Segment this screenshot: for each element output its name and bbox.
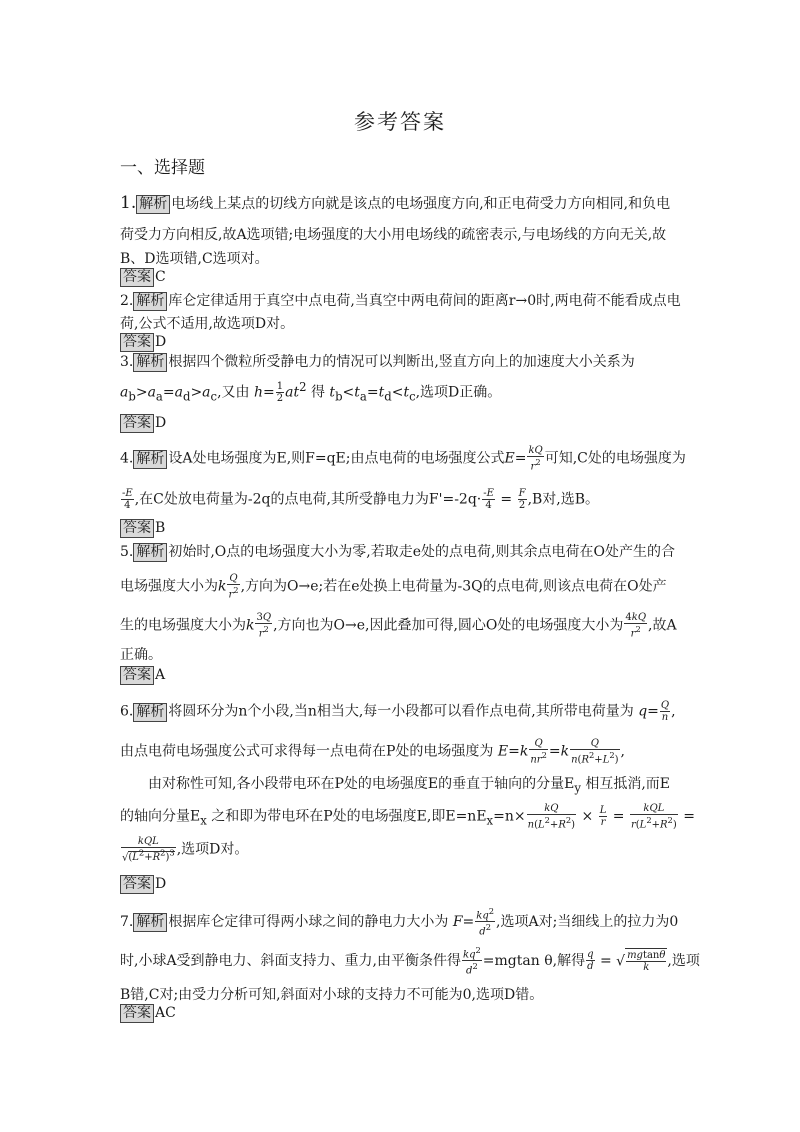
analysis-tag: 解析 [133, 543, 167, 562]
q4-line2: $\frac{-E}{4}$ ,在C处放电荷量为-2q的点电荷,其所受静电力为F'=-2q· $\frac{-E}{4}$ = $\frac{F}{2}$ ,B对,选B。 [122, 488, 600, 511]
q7-line3: B错,C对;由受力分析可知,斜面对小球的支持力不可能为0,选项D错。 [120, 987, 544, 1003]
fraction: $\frac{kq^2}{d^2}$ [463, 945, 481, 977]
fraction: $\frac{kQ}{n(L^2+R^2)}$ [527, 803, 576, 831]
fraction: $\frac{Q}{nr^2}$ [530, 738, 547, 766]
q1-line3: B、D选项错,C选项对。 [120, 251, 269, 267]
fraction: $\frac{4kQ}{r^2}$ [625, 612, 647, 640]
q7-line2: 时,小球A受到静电力、斜面支持力、重力,由平衡条件得 $\frac{kq^2}{d^2}$ =mgtan θ,解得 $\frac{q}{d}$ = √ $\frac{mgtan\theta}{k}$ ,选项 [120, 945, 700, 977]
q2-answer: 答案 D [120, 333, 166, 352]
fraction: $\frac{L}{r}$ [599, 805, 607, 829]
fraction: $\frac{Q}{r^2}$ [228, 573, 239, 601]
q2-line1: 2. 解析 库仑定律适用于真空中点电荷,当真空中两电荷间的距离r→0时,两电荷不能看成点电 [120, 293, 681, 309]
analysis-tag: 解析 [136, 195, 170, 214]
answer-tag: 答案 [120, 875, 154, 894]
analysis-tag: 解析 [133, 292, 167, 311]
fraction: $\frac{F}{2}$ [518, 488, 526, 511]
analysis-tag: 解析 [133, 353, 167, 372]
fraction: $\frac{1}{2}$ [276, 381, 284, 405]
fraction: $\frac{Q}{n(R^2+L^2)}$ [571, 738, 619, 766]
answer-tag: 答案 [120, 268, 154, 287]
q7-line1: 7. 解析 根据库仑定律可得两小球之间的静电力大小为 F= $\frac{kq^2}{d^2}$ ,选项A对;当细线上的拉力为0 [120, 906, 679, 938]
q1-number: 1. [120, 193, 137, 213]
q3-line1: 3. 解析 根据四个微粒所受静电力的情况可以判断出,竖直方向上的加速度大小关系为 [120, 354, 635, 370]
answer-tag: 答案 [120, 666, 154, 685]
fraction: $\frac{3Q}{r^2}$ [256, 612, 272, 640]
fraction: $\frac{\text{kQL}}{√(L^2+R^2)^3}$ [122, 836, 175, 864]
q5-line3: 生的电场强度大小为k $\frac{3Q}{r^2}$ ,方向也为O→e,因此叠加可得,圆心O处的电场强度大小为 $\frac{4kQ}{r^2}$ ,故A [120, 612, 677, 640]
q4-line1: 4. 解析 设A处电场强度为E,则F=qE;由点电荷的电场强度公式E= $\frac{kQ}{r^2}$ 可知,C处的电场强度为 [120, 445, 686, 473]
q4-answer: 答案 B [120, 519, 165, 538]
fraction: $\frac{\text{kQL}}{r(L^2+R^2)}$ [630, 803, 677, 831]
q6-line5: $\frac{\text{kQL}}{√(L^2+R^2)^3}$ ,选项D对。 [122, 836, 249, 864]
q3-line2: $a_b>a_a=a_d>a_c$,又由 h= $\frac{1}{2}$ $at^2$ 得 $t_b<t_a=t_d<t_c$,选项D正确。 [120, 380, 502, 405]
answer-tag: 答案 [120, 333, 154, 352]
fraction: $\frac{-E}{4}$ [122, 488, 133, 511]
answer-tag: 答案 [120, 1004, 154, 1023]
q6-line2: 由点电荷电场强度公式可求得每一点电荷在P处的电场强度为 E=k $\frac{Q}{nr^2}$ =k $\frac{Q}{n(R^2+L^2)}$ , [120, 738, 625, 766]
fraction: $\frac{kQ}{r^2}$ [528, 445, 543, 473]
q1-answer: 答案 C [120, 268, 166, 287]
fraction: $\frac{Q}{n}$ [660, 700, 670, 723]
q5-line1: 5. 解析 初始时,O点的电场强度大小为零,若取走e处的点电荷,则其余点电荷在O处产生的合 [120, 544, 675, 560]
q1-line1: 1. 解析 电场线上某点的切线方向就是该点的电场强度方向,和正电荷受力方向相同,和负电 [120, 193, 671, 213]
q7-answer: 答案 AC [120, 1004, 176, 1023]
q2-line2: 荷,公式不适用,故选项D对。 [120, 316, 295, 332]
square-root: √ $\frac{mgtan\theta}{k}$ [616, 950, 666, 974]
q6-line4: 的轴向分量$E_x$ 之和即为带电环在P处的电场强度E,即$E=nE_x=n\times$ $\frac{kQ}{n(L^2+R^2)}$ × $\frac{L}{r}$ = $\frac{\text{kQL}}{r(L^2+R^2)}$ = [120, 803, 695, 831]
page-title: 参考答案 [354, 110, 446, 134]
fraction: $\frac{q}{d}$ [587, 949, 594, 973]
fraction: $\frac{kq^2}{d^2}$ [476, 906, 495, 938]
q1-line2: 荷受力方向相反,故A选项错;电场强度的大小用电场线的疏密表示,与电场线的方向无关,故 [120, 227, 667, 243]
q5-line2: 电场强度大小为k $\frac{Q}{r^2}$ ,方向为O→e;若在e处换上电荷量为-3Q的点电荷,则该点电荷在O处产 [120, 573, 667, 601]
q6-line1: 6. 解析 将圆环分为n个小段,当n相当大,每一小段都可以看作点电荷,其所带电荷量为 q= $\frac{Q}{n}$ , [120, 700, 676, 723]
analysis-tag: 解析 [133, 703, 167, 722]
q5-line4: 正确。 [120, 647, 162, 663]
answer-tag: 答案 [120, 519, 154, 538]
analysis-tag: 解析 [133, 913, 167, 932]
q5-answer: 答案 A [120, 666, 165, 685]
section-heading: 一、选择题 [120, 158, 205, 178]
q3-answer: 答案 D [120, 414, 166, 433]
q6-line3: 由对称性可知,各小段带电环在P处的电场强度E的垂直于轴向的分量$E_y$ 相互抵消,而E [148, 776, 671, 795]
fraction: $\frac{-E}{4}$ [483, 488, 494, 511]
answer-tag: 答案 [120, 414, 154, 433]
analysis-tag: 解析 [133, 450, 167, 469]
q6-answer: 答案 D [120, 875, 166, 894]
